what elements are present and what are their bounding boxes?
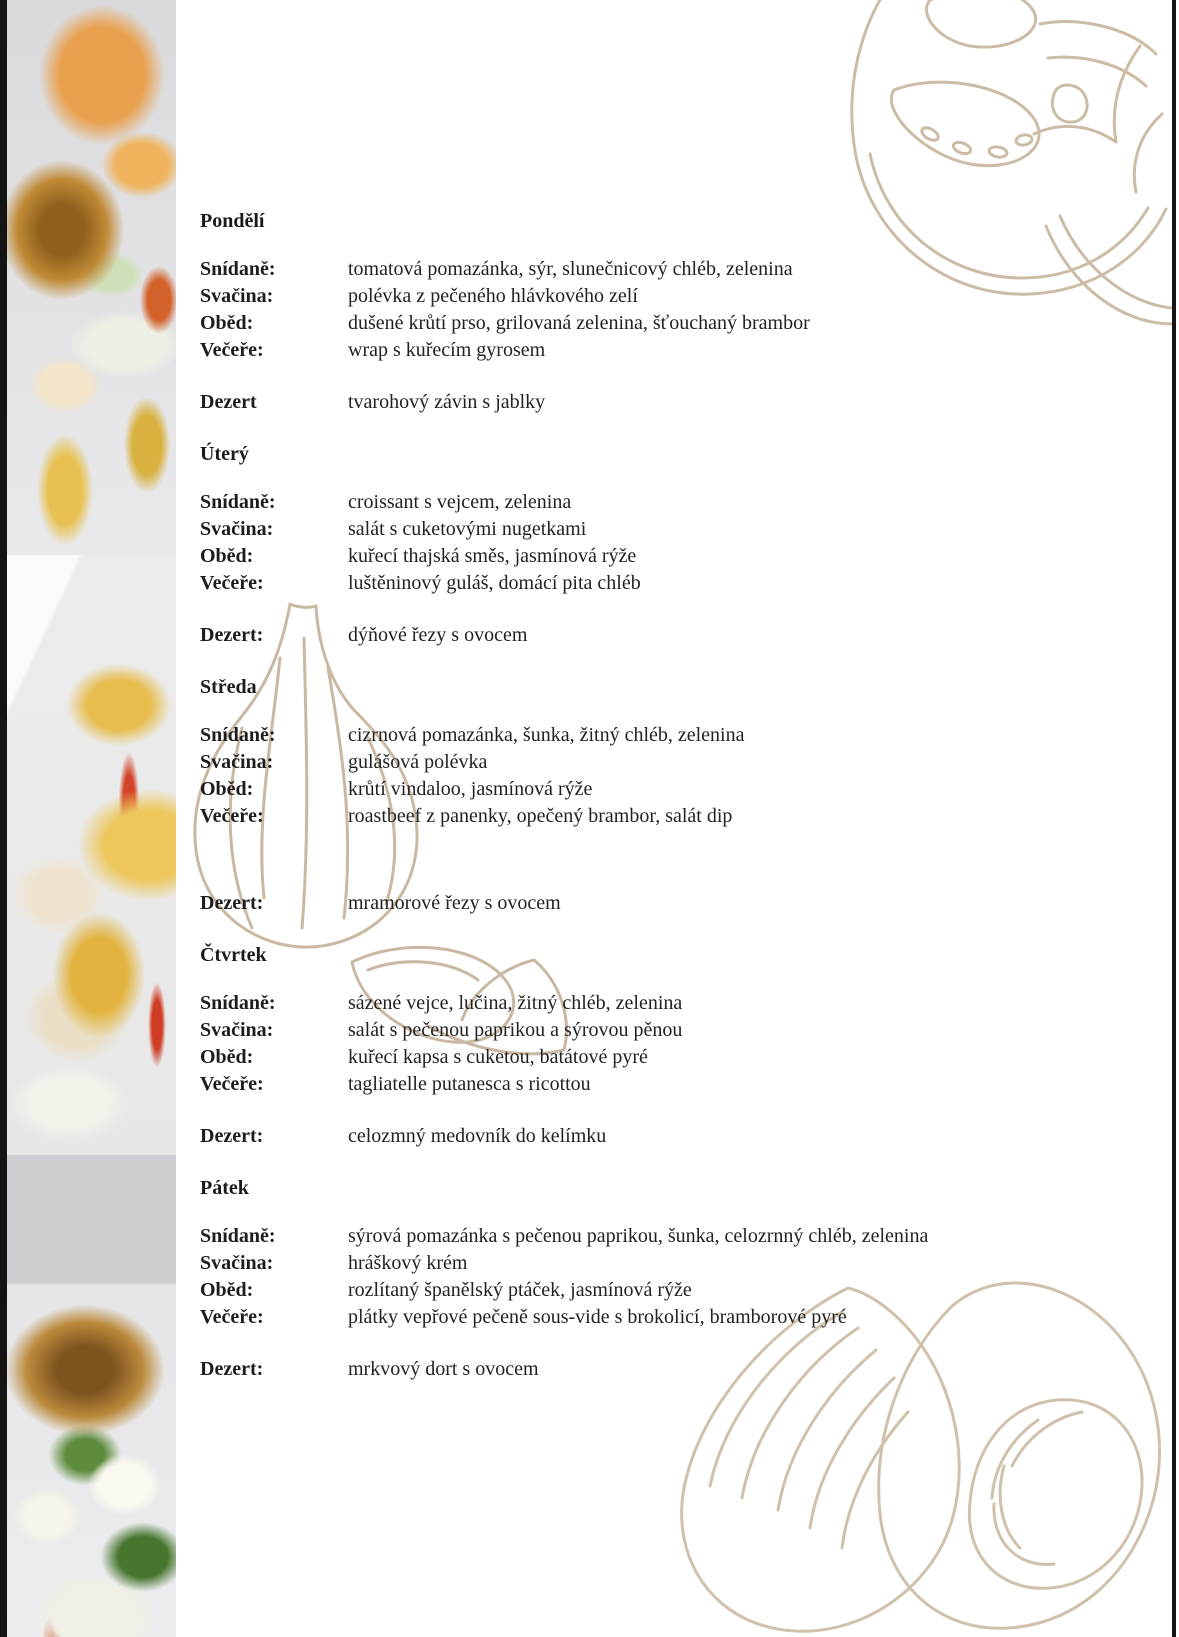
food-photo-strip xyxy=(7,0,176,1637)
dessert-label: Dezert: xyxy=(200,892,264,914)
meal-value: dušené krůtí prso, grilovaná zelenina, šťouchaný brambor xyxy=(348,312,810,334)
meal-label: Svačina: xyxy=(200,1252,274,1274)
meal-label: Svačina: xyxy=(200,285,274,307)
meal-row xyxy=(200,310,1080,337)
dessert-value: dýňové řezy s ovocem xyxy=(348,624,528,646)
photo-noodle-box xyxy=(7,555,176,1155)
meal-label: Večeře: xyxy=(200,1073,264,1095)
meal-value: plátky vepřové pečeně sous-vide s brokolicí, bramborové pyré xyxy=(348,1306,847,1328)
meal-value: tomatová pomazánka, sýr, slunečnicový chléb, zelenina xyxy=(348,258,793,280)
meal-row xyxy=(200,749,1080,776)
meal-value: salát s pečenou paprikou a sýrovou pěnou xyxy=(348,1019,683,1041)
meal-label: Svačina: xyxy=(200,751,274,773)
left-edge-bar xyxy=(0,0,7,1637)
day-section-streda xyxy=(200,674,1080,917)
meal-label: Snídaně: xyxy=(200,724,276,746)
meal-value: croissant s vejcem, zelenina xyxy=(348,491,572,513)
meal-row xyxy=(200,1223,1080,1250)
meal-row xyxy=(200,337,1080,364)
meal-row xyxy=(200,570,1080,597)
dessert-value: mrkvový dort s ovocem xyxy=(348,1358,539,1380)
meal-value: sázené vejce, lučina, žitný chléb, zelenina xyxy=(348,992,683,1014)
meal-label: Snídaně: xyxy=(200,1225,276,1247)
meal-value: kuřecí kapsa s cuketou, batátové pyré xyxy=(348,1046,648,1068)
meal-row xyxy=(200,1277,1080,1304)
meal-value: krůtí vindaloo, jasmínová rýže xyxy=(348,778,593,800)
meal-value: gulášová polévka xyxy=(348,751,488,773)
meal-label: Oběd: xyxy=(200,1279,254,1301)
meal-value: luštěninový guláš, domácí pita chléb xyxy=(348,572,641,594)
day-name: Středa xyxy=(200,676,257,698)
meal-label: Večeře: xyxy=(200,339,264,361)
meal-list xyxy=(200,489,1080,597)
dessert-row xyxy=(200,622,1080,649)
meal-row xyxy=(200,776,1080,803)
dessert-row xyxy=(200,1356,1080,1383)
dessert-row xyxy=(200,1123,1080,1150)
meal-row xyxy=(200,1044,1080,1071)
meal-label: Večeře: xyxy=(200,572,264,594)
meal-value: roastbeef z panenky, opečený brambor, salát dip xyxy=(348,805,733,827)
dessert-value: mramorové řezy s ovocem xyxy=(348,892,561,914)
meal-row xyxy=(200,1304,1080,1331)
dessert-row xyxy=(200,890,1080,917)
meal-row xyxy=(200,256,1080,283)
meal-value: polévka z pečeného hlávkového zelí xyxy=(348,285,638,307)
dessert-value: tvarohový závin s jablky xyxy=(348,391,546,413)
meal-label: Svačina: xyxy=(200,518,274,540)
dessert-label: Dezert: xyxy=(200,624,264,646)
dessert-label: Dezert: xyxy=(200,1358,264,1380)
right-edge-bar xyxy=(1172,0,1176,1637)
meal-row xyxy=(200,543,1080,570)
meal-value: cizrnová pomazánka, šunka, žitný chléb, zelenina xyxy=(348,724,745,746)
meal-label: Snídaně: xyxy=(200,491,276,513)
meal-label: Svačina: xyxy=(200,1019,274,1041)
meal-label: Oběd: xyxy=(200,1046,254,1068)
meal-row xyxy=(200,1250,1080,1277)
day-section-patek xyxy=(200,1175,1080,1383)
photo-chicken-egg-salad xyxy=(7,1155,176,1637)
meal-value: sýrová pomazánka s pečenou paprikou, šunka, celozrnný chléb, zelenina xyxy=(348,1225,929,1247)
meal-row xyxy=(200,1071,1080,1098)
dessert-value: celozmný medovník do kelímku xyxy=(348,1125,607,1147)
day-name: Pondělí xyxy=(200,210,265,232)
meal-label: Snídaně: xyxy=(200,992,276,1014)
meal-value: salát s cuketovými nugetkami xyxy=(348,518,587,540)
day-name: Čtvrtek xyxy=(200,944,267,966)
day-name: Úterý xyxy=(200,443,249,465)
dessert-row xyxy=(200,389,1080,416)
meal-row xyxy=(200,1017,1080,1044)
day-name: Pátek xyxy=(200,1177,249,1199)
meal-value: kuřecí thajská směs, jasmínová rýže xyxy=(348,545,637,567)
meal-row xyxy=(200,803,1080,830)
meal-label: Oběd: xyxy=(200,778,254,800)
meal-value: hráškový krém xyxy=(348,1252,468,1274)
day-section-ctvrtek xyxy=(200,942,1080,1150)
meal-value: tagliatelle putanesca s ricottou xyxy=(348,1073,591,1095)
meal-value: wrap s kuřecím gyrosem xyxy=(348,339,546,361)
meal-row xyxy=(200,722,1080,749)
meal-label: Oběd: xyxy=(200,312,254,334)
day-section-pondeli xyxy=(200,208,1080,416)
meal-label: Snídaně: xyxy=(200,258,276,280)
meal-label: Večeře: xyxy=(200,805,264,827)
meal-list xyxy=(200,990,1080,1098)
meal-list xyxy=(200,256,1080,364)
meal-row xyxy=(200,516,1080,543)
meal-label: Oběd: xyxy=(200,545,254,567)
meal-row xyxy=(200,489,1080,516)
meal-row xyxy=(200,990,1080,1017)
day-section-utery xyxy=(200,441,1080,649)
meal-list xyxy=(200,722,1080,830)
meal-value: rozlítaný španělský ptáček, jasmínová rýže xyxy=(348,1279,692,1301)
meal-row xyxy=(200,283,1080,310)
meal-list xyxy=(200,1223,1080,1331)
dessert-label: Dezert xyxy=(200,391,257,413)
photo-fried-food-tray xyxy=(7,0,176,555)
meal-label: Večeře: xyxy=(200,1306,264,1328)
weekly-menu xyxy=(200,0,1080,1383)
dessert-label: Dezert: xyxy=(200,1125,264,1147)
